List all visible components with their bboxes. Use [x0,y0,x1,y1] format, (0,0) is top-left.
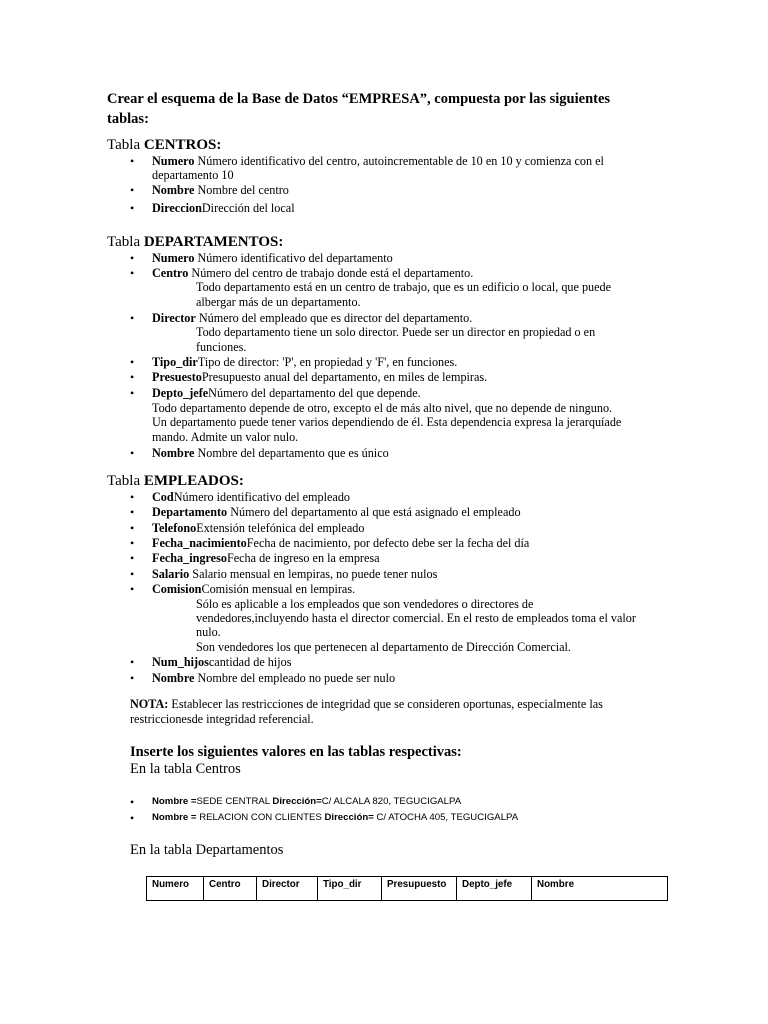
title-line-2: tablas: [107,111,149,127]
bullet-icon: • [130,811,135,825]
bullet-icon: • [130,446,135,460]
section-departamentos-heading: Tabla DEPARTAMENTOS: [107,234,284,250]
emp-item-cod: CodNúmero identificativo del empleado [152,490,351,504]
section-empleados-heading: Tabla EMPLEADOS: [107,473,244,489]
nota-line-1: Establecer las restricciones de integridad que se consideren oportunas, especialmente las [168,697,603,711]
bullet-icon: • [130,355,135,369]
bullet-icon: • [130,582,135,596]
bullet-icon: • [130,154,135,168]
nota-paragraph [130,697,603,712]
table-header-cell: Depto_jefe [457,877,532,901]
emp-item-salario: Salario Salario mensual en lempiras, no puede tener nulos [152,567,438,581]
centros-item-direccion: DireccionDirección del local [152,201,295,215]
bullet-icon: • [130,551,135,565]
dep-item-director: Director Número del empleado que es director del departamento. [152,311,473,325]
dep-item-tipo-dir: Tipo_dirTipo de director: 'P', en propiedad y 'F', en funciones. [152,355,458,369]
dep-item-director-note-2: funciones. [196,340,247,354]
table-header-cell: Nombre [532,877,668,901]
dep-item-centro-note-1: Todo departamento está en un centro de trabajo, que es un edificio o local, que puede [196,280,612,294]
title-line-1: Crear el esquema de la Base de Datos “EMPRESA”, compuesta por las siguientes [107,91,611,107]
nota-label: NOTA: [130,697,169,711]
dep-item-depto-jefe-note-3: mando. Admite un valor nulo. [152,430,299,444]
bullet-icon: • [130,201,135,215]
centros-item-numero-cont: departamento 10 [152,168,234,182]
emp-item-comision: ComisionComisión mensual en lempiras. [152,582,356,596]
bullet-icon: • [130,505,135,519]
dep-item-director-note-1: Todo departamento tiene un solo director. Puede ser un director en propiedad o en [196,325,596,339]
emp-item-telefono: TelefonoExtensión telefónica del empleado [152,521,365,535]
bullet-icon: • [130,521,135,535]
bullet-icon: • [130,567,135,581]
insert-heading: Inserte los siguientes valores en las tablas respectivas: [130,744,462,760]
dep-item-depto-jefe-note-2: Un departamento puede tener varios dependiendo de él. Esta dependencia expresa la jerarquíade [152,415,622,429]
dep-item-depto-jefe-note-1: Todo departamento depende de otro, excepto el de más alto nivel, que no depende de ninguno. [152,401,613,415]
table-header-cell: Presupuesto [382,877,457,901]
table-header-cell: Director [257,877,318,901]
centros-item-numero: Numero Número identificativo del centro, autoincrementable de 10 en 10 y comienza con el [152,154,604,168]
bullet-icon: • [130,386,135,400]
table-header-cell: Tipo_dir [318,877,382,901]
bullet-icon: • [130,671,135,685]
bullet-icon: • [130,183,135,197]
table-header-row [147,877,668,901]
emp-item-comision-note-3: nulo. [196,625,221,639]
centros-row-2: Nombre = RELACION CON CLIENTES Dirección= C/ ATOCHA 405, TEGUCIGALPA [152,812,519,823]
emp-item-comision-note-1: Sólo es aplicable a los empleados que son vendedores o directores de [196,597,534,611]
bullet-icon: • [130,536,135,550]
departamentos-table-label: En la tabla Departamentos [130,842,284,858]
emp-item-nombre: Nombre Nombre del empleado no puede ser nulo [152,671,396,685]
emp-item-comision-note-4: Son vendedores los que pertenecen al departamento de Dirección Comercial. [196,640,571,654]
table-header-cell: Numero [147,877,204,901]
dep-item-numero: Numero Número identificativo del departamento [152,251,393,265]
dep-item-presuesto: PresuestoPresupuesto anual del departamento, en miles de lempiras. [152,370,488,384]
emp-item-fecha-nacimiento: Fecha_nacimientoFecha de nacimiento, por defecto debe ser la fecha del día [152,536,530,550]
dep-item-centro-note-2: albergar más de un departamento. [196,295,361,309]
bullet-icon: • [130,266,135,280]
table-header-cell: Centro [204,877,257,901]
emp-item-fecha-ingreso: Fecha_ingresoFecha de ingreso en la empresa [152,551,380,565]
emp-item-departamento: Departamento Número del departamento al que está asignado el empleado [152,505,521,519]
bullet-icon: • [130,490,135,504]
centros-item-nombre: Nombre Nombre del centro [152,183,289,197]
centros-table-label: En la tabla Centros [130,761,241,777]
bullet-icon: • [130,370,135,384]
bullet-icon: • [130,795,135,809]
dep-item-depto-jefe: Depto_jefeNúmero del departamento del que depende. [152,386,421,400]
bullet-icon: • [130,251,135,265]
bullet-icon: • [130,311,135,325]
section-centros-heading: Tabla CENTROS: [107,137,222,153]
nota-line-2: restriccionesde integridad referencial. [130,712,314,726]
bullet-icon: • [130,655,135,669]
emp-item-comision-note-2: vendedores,incluyendo hasta el director comercial. En el resto de empleados toma el valor [196,611,636,625]
departamentos-table [146,876,668,901]
document-title [107,89,610,129]
emp-item-num-hijos: Num_hijoscantidad de hijos [152,655,292,669]
centros-row-1: Nombre =SEDE CENTRAL Dirección=C/ ALCALA 820, TEGUCIGALPA [152,796,462,807]
dep-item-centro: Centro Número del centro de trabajo donde está el departamento. [152,266,474,280]
dep-item-nombre: Nombre Nombre del departamento que es único [152,446,389,460]
